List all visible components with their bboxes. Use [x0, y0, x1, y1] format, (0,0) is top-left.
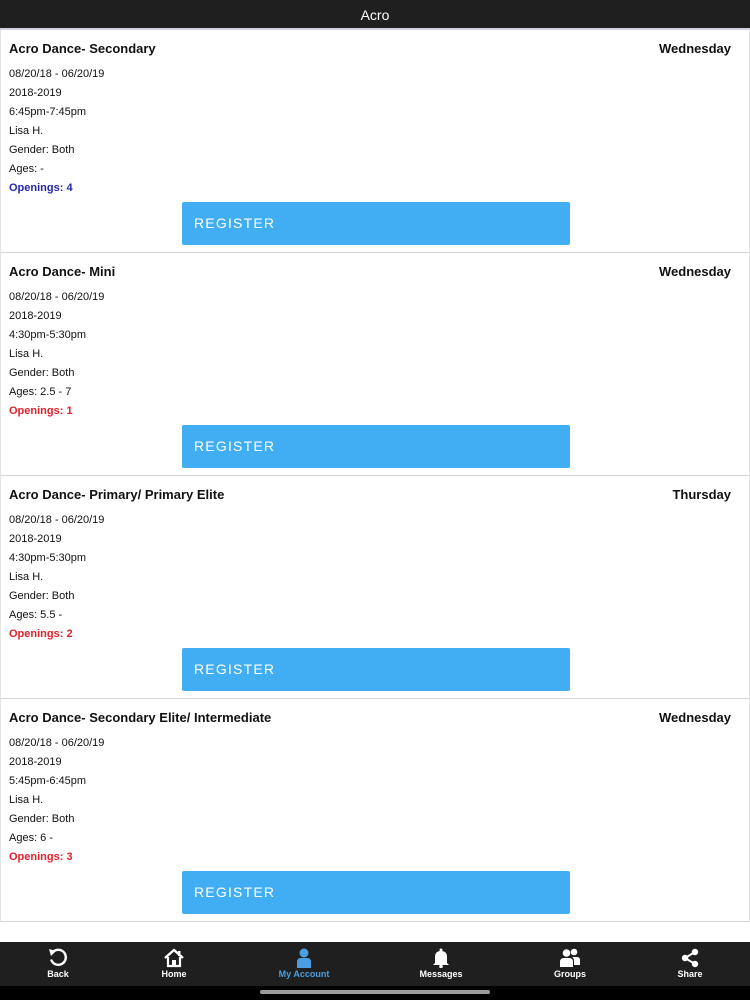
class-gender: Gender: Both — [9, 813, 75, 825]
class-card — [0, 253, 750, 476]
class-day: Thursday — [672, 487, 731, 502]
page-title: Acro — [360, 7, 390, 23]
register-button[interactable]: REGISTER — [182, 202, 570, 245]
class-card — [0, 476, 750, 699]
tab-label: Groups — [553, 969, 586, 979]
class-ages: Ages: 2.5 - 7 — [9, 386, 72, 398]
class-season: 2018-2019 — [9, 87, 62, 99]
class-openings: Openings: 1 — [9, 405, 73, 417]
tab-groups[interactable] — [520, 942, 620, 986]
tab-label: Home — [161, 969, 187, 979]
class-list[interactable] — [0, 30, 750, 922]
home-icon — [163, 948, 185, 968]
class-day: Wednesday — [658, 710, 731, 725]
class-dates: 08/20/18 - 06/20/19 — [9, 68, 105, 80]
class-season: 2018-2019 — [9, 756, 62, 768]
class-name: Acro Dance- Primary/ Primary Elite — [9, 487, 225, 502]
class-day: Wednesday — [658, 41, 731, 56]
class-time: 4:30pm-5:30pm — [9, 552, 87, 564]
tab-messages[interactable] — [391, 942, 491, 986]
class-ages: Ages: 6 - — [9, 832, 54, 844]
class-time: 6:45pm-7:45pm — [9, 106, 87, 118]
class-dates: 08/20/18 - 06/20/19 — [9, 291, 105, 303]
bell-icon — [430, 948, 452, 968]
class-day: Wednesday — [658, 264, 731, 279]
tab-back[interactable] — [8, 942, 108, 986]
class-openings: Openings: 4 — [9, 182, 73, 194]
share-icon — [679, 948, 701, 968]
class-time: 5:45pm-6:45pm — [9, 775, 87, 787]
class-instructor: Lisa H. — [9, 125, 44, 137]
back-icon — [47, 948, 69, 968]
class-season: 2018-2019 — [9, 533, 62, 545]
class-name: Acro Dance- Secondary — [9, 41, 156, 56]
register-button[interactable]: REGISTER — [182, 648, 570, 691]
class-dates: 08/20/18 - 06/20/19 — [9, 514, 105, 526]
tab-my-account[interactable] — [254, 942, 354, 986]
class-gender: Gender: Both — [9, 590, 75, 602]
class-ages: Ages: 5.5 - — [9, 609, 63, 621]
class-instructor: Lisa H. — [9, 348, 44, 360]
account-icon — [293, 948, 315, 968]
class-gender: Gender: Both — [9, 144, 75, 156]
class-season: 2018-2019 — [9, 310, 62, 322]
class-openings: Openings: 3 — [9, 851, 73, 863]
tab-label: Messages — [419, 969, 463, 979]
class-card — [0, 30, 750, 253]
tab-share[interactable] — [640, 942, 740, 986]
tab-label: Back — [47, 969, 69, 979]
home-indicator[interactable] — [260, 990, 490, 994]
register-button[interactable]: REGISTER — [182, 425, 570, 468]
class-instructor: Lisa H. — [9, 794, 44, 806]
tab-label: My Account — [278, 969, 330, 979]
class-ages: Ages: - — [9, 163, 44, 175]
tab-label: Share — [677, 969, 703, 979]
class-name: Acro Dance- Mini — [9, 264, 116, 279]
groups-icon — [559, 948, 581, 968]
class-dates: 08/20/18 - 06/20/19 — [9, 737, 105, 749]
register-button[interactable]: REGISTER — [182, 871, 570, 914]
class-gender: Gender: Both — [9, 367, 75, 379]
class-time: 4:30pm-5:30pm — [9, 329, 87, 341]
class-openings: Openings: 2 — [9, 628, 73, 640]
class-instructor: Lisa H. — [9, 571, 44, 583]
title-bar — [0, 0, 750, 29]
list-footer-spacer — [0, 922, 750, 942]
bottom-tab-bar — [0, 942, 750, 986]
tab-home[interactable] — [124, 942, 224, 986]
class-name: Acro Dance- Secondary Elite/ Intermediate — [9, 710, 272, 725]
class-card — [0, 699, 750, 922]
